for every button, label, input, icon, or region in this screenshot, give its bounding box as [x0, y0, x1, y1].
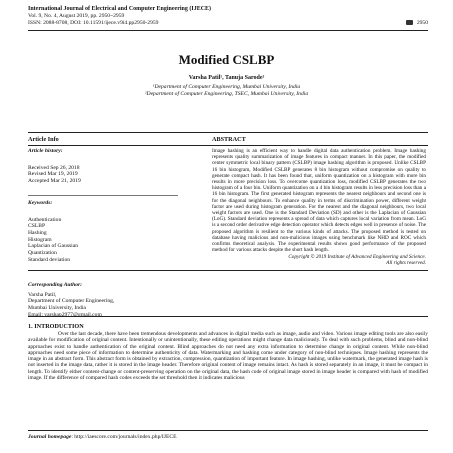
paper-title: Modified CSLBP — [178, 52, 275, 67]
author-dept: Department of Computer Engineering, — [28, 298, 115, 305]
keyword-item: CSLBP — [28, 223, 46, 230]
affiliation-2: ²Department of Computer Engineering, TSEC, Mumbai University, India — [144, 90, 309, 97]
history-label: Article history: — [28, 148, 63, 154]
copyright-notice — [212, 254, 426, 266]
author-univ: Mumbai University, India — [28, 305, 86, 312]
copyright-line: Copyright © 2019 Institute of Advanced Engineering and Science. — [288, 254, 426, 260]
journal-footer — [28, 434, 428, 440]
introduction-text: Over the last decade, there have been tremendous developments and advances in digital media such as image, audio and video. Various image editing tools are also easily available for modification of original content. Intentionally or unintentionally, these editing operations might change data maliciously. To deal with such problems, blind and non-blind approaches exist to handle authentication of the original content. Blind approaches do not need any extra information to determine change in original content. While non-blind approaches need some piece of information to determine authenticity of data. Watermarking and hashing come under category of non-blind techniques. Image hashing represents the image in an abstract form. This abstract form is obtained by extraction, compression, quantization of important feature. In image hashing, unlike watermark, the generated image hash is not inserted in the image data, rather it is stored in the image header. Therefore original content of image remains intact. As hash is stored separately in an image, it must be compact in length. To identify either content-change or content-preserving operation on the original data, the hash code of original image stored in image header is compared with hash of modified image. If the difference of compared hash codes exceeds the set threshold then it indicates malicious — [28, 331, 428, 382]
affiliations — [0, 84, 453, 97]
journal-name: International Journal of Electrical and Computer Engineering (IJECE) — [28, 6, 212, 12]
journal-volume: Vol. 9, No. 4, August 2019, pp. 2950~2959 — [28, 12, 125, 19]
abstract-heading: ABSTRACT — [212, 136, 246, 143]
keyword-item: Standard deviation — [28, 256, 71, 263]
journal-header — [28, 6, 428, 26]
keyword-item: Hashing — [28, 229, 47, 236]
homepage-url[interactable]: : http://iaescore.com/journals/index.php/IJECE — [71, 434, 177, 440]
info-heading-rule — [28, 145, 428, 146]
author-email: Email: varshap2977@gmail.com — [28, 311, 102, 318]
homepage-label: Journal homepage — [28, 434, 72, 440]
journal-issn: ISSN: 2088-8708, DOI: 10.11591/ijece.v9i4.pp2950-2959 — [28, 19, 159, 26]
keywords-rule — [28, 195, 178, 196]
header-rule — [28, 30, 428, 31]
keywords-label: Keywords: — [28, 199, 53, 206]
article-info-heading: Article Info — [28, 136, 59, 143]
affiliation-1: ¹Department of Computer Engineering, Mumbai University, India — [152, 84, 301, 90]
introduction-heading: 1. INTRODUCTION — [28, 323, 84, 330]
abstract-text: Image hashing is an efficient way to handle digital data authentication problem. Image hashing represents quality summarization of image features in compact manner. In this paper, the modified center symmetric local binary pattern (CSLBP) image hashing algorithm is proposed. Unlike CSLBP 16 bin histogram, Modified CSLBP generates 8 bin histogram without compromise on quality to generate compact hash. It has been found that, uniform quantization on a histogram with more bin results in more precision loss. To overcome quantization loss, modified CSLBP generates the two histogram of a four bin. Uniform quantization on a 4 bin histogram results in less precision loss than a 16 bin histogram. The first generated histogram represents the nearest neighbours and second one is for the diagonal neighbours. To enhance quality in terms of discrimination power, different weight factor are used during histogram generation. For the nearest and the diagonal neighbours, two local weight factors are used. One is the Standard Deviation (SD) and other is the Laplacian of Gaussian (LoG). Standard deviation represents a spread of data which captures local variation from mean. LoG is a second order derivative edge detection operator which detects edges well in presence of noise. The proposed algorithm is resilient to the various kinds of attacks. The proposed method is tested on database having malicious and non-malicious images using benchmark like NHD and ROC which confirms theoretical analysis. The experimental results shows good performance of the proposed method for various attacks despite the short hash length. — [212, 148, 426, 254]
paper-authors: Varsha Patil¹, Tanuja Sarode² — [188, 75, 265, 81]
page-number: 2950 — [416, 19, 428, 26]
corresponding-label: Corresponding Author: — [28, 282, 83, 288]
rights-line: All rights reserved. — [386, 260, 426, 267]
author-name: Varsha Patil, — [28, 291, 57, 298]
abstract-bottom-rule — [28, 270, 428, 271]
keyword-item: Quantization — [28, 250, 57, 257]
keyword-item: Histogram — [28, 236, 52, 243]
footer-rule — [28, 430, 428, 431]
accepted-date: Accepted Mar 21, 2019 — [28, 178, 81, 185]
keyword-item: Authentication — [28, 216, 62, 223]
received-date: Received Sep 26, 2018 — [28, 164, 80, 171]
info-top-rule — [28, 132, 428, 133]
corresponding-author — [28, 282, 248, 319]
article-info — [28, 148, 188, 263]
book-icon — [406, 20, 413, 25]
corresponding-bottom-rule — [28, 316, 428, 317]
keyword-item: Laplacian of Gaussian — [28, 243, 79, 250]
revised-date: Revised Mar 19, 2019 — [28, 171, 78, 178]
